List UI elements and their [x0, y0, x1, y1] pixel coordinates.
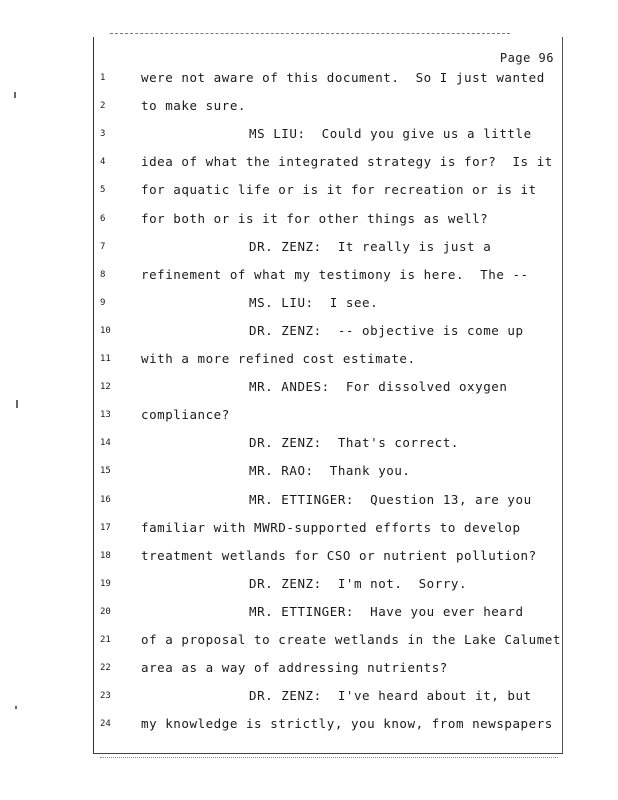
- line-text: idea of what the integrated strategy is for? Is it: [141, 154, 553, 170]
- transcript-line: [0, 98, 618, 118]
- line-number: 10: [100, 325, 111, 336]
- line-text: for aquatic life or is it for recreation or is it: [141, 182, 537, 198]
- transcript-line: [0, 688, 618, 708]
- transcript-line: [0, 70, 618, 90]
- transcript-line: [0, 576, 618, 596]
- transcript-line: [0, 492, 618, 512]
- line-text: my knowledge is strictly, you know, from newspapers: [141, 716, 553, 732]
- line-number: 4: [100, 157, 106, 168]
- line-number: 23: [100, 691, 111, 702]
- line-text: MR. ETTINGER: Have you ever heard: [249, 603, 524, 619]
- line-number: 16: [100, 494, 111, 505]
- transcript-line: [0, 211, 618, 231]
- line-number: 15: [100, 466, 111, 477]
- line-text: MR. ANDES: For dissolved oxygen: [249, 379, 508, 395]
- line-text: to make sure.: [141, 98, 246, 114]
- line-number: 20: [100, 606, 111, 617]
- line-number: 6: [100, 213, 106, 224]
- transcript-line: [0, 520, 618, 540]
- line-text: of a proposal to create wetlands in the Lake Calumet: [141, 632, 561, 647]
- line-text: MR. RAO: Thank you.: [249, 463, 411, 479]
- line-text: area as a way of addressing nutrients?: [141, 660, 448, 676]
- line-text: MR. ETTINGER: Question 13, are you: [249, 491, 532, 507]
- transcript-line: [0, 463, 618, 483]
- line-text: familiar with MWRD-supported efforts to develop: [141, 519, 521, 535]
- transcript-line: [0, 435, 618, 455]
- transcript-line: [0, 154, 618, 174]
- line-number: 3: [100, 129, 106, 140]
- transcript-line: [0, 182, 618, 202]
- top-edge-dashes: [110, 33, 510, 34]
- line-number: 7: [100, 241, 106, 252]
- line-number: 19: [100, 578, 111, 589]
- line-number: 8: [100, 269, 106, 280]
- margin-speck: [14, 92, 16, 98]
- line-number: 5: [100, 185, 106, 196]
- transcript-line: [0, 323, 618, 343]
- transcript-line: [0, 660, 618, 680]
- line-number: 17: [100, 522, 111, 533]
- line-text: with a more refined cost estimate.: [141, 351, 416, 366]
- transcript-line: [0, 716, 618, 736]
- line-number: 14: [100, 438, 111, 449]
- line-number: 22: [100, 663, 111, 674]
- line-text: for both or is it for other things as well?: [141, 210, 489, 226]
- line-text: treatment wetlands for CSO or nutrient pollution?: [141, 547, 537, 563]
- margin-speck: [15, 706, 17, 709]
- page-number: Page 96: [499, 51, 554, 65]
- line-number: 11: [100, 354, 111, 364]
- line-text: DR. ZENZ: -- objective is come up: [249, 322, 524, 338]
- transcript-line: [0, 295, 618, 315]
- line-number: 12: [100, 382, 111, 393]
- transcript-line: [0, 126, 618, 146]
- line-text: MS. LIU: I see.: [249, 294, 379, 310]
- line-text: DR. ZENZ: I'm not. Sorry.: [249, 575, 468, 591]
- line-number: 9: [100, 297, 106, 308]
- line-text: DR. ZENZ: It really is just a: [249, 238, 492, 254]
- line-number: 24: [100, 719, 111, 730]
- transcript-line: [0, 548, 618, 568]
- bottom-edge-dots: [100, 757, 558, 758]
- transcript-line: [0, 267, 618, 287]
- transcript-line: [0, 632, 618, 652]
- margin-speck: [16, 400, 18, 408]
- line-text: MS LIU: Could you give us a little: [249, 126, 532, 142]
- line-text: compliance?: [141, 407, 230, 423]
- transcript-line: [0, 379, 618, 399]
- line-number: 1: [100, 73, 106, 83]
- line-text: were not aware of this document. So I just wanted: [141, 70, 545, 85]
- line-number: 18: [100, 550, 111, 561]
- line-number: 21: [100, 635, 111, 645]
- line-text: DR. ZENZ: I've heard about it, but: [249, 688, 532, 704]
- line-number: 2: [100, 101, 106, 112]
- line-text: DR. ZENZ: That's correct.: [249, 435, 459, 451]
- line-number: 13: [100, 410, 111, 421]
- transcript-line: [0, 604, 618, 624]
- transcript-line: [0, 351, 618, 371]
- line-text: refinement of what my testimony is here. The --: [141, 266, 529, 282]
- transcript-line: [0, 407, 618, 427]
- transcript-line: [0, 239, 618, 259]
